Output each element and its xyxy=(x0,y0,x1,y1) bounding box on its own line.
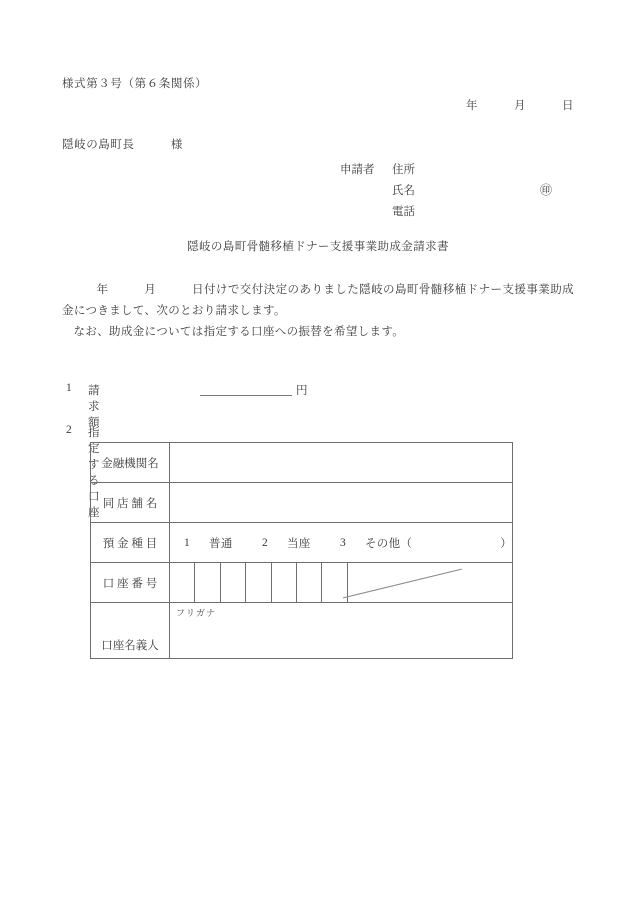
deposit-option-2-label[interactable]: 当座 xyxy=(287,537,311,550)
deposit-option-1-number[interactable]: 1 xyxy=(184,536,191,549)
row-label-deposit-type: 預 金 種 目 xyxy=(91,523,170,563)
applicant-block xyxy=(340,161,553,224)
deposit-option-3-label[interactable]: その他 xyxy=(364,537,401,550)
seal-stamp-icon: ㊞ xyxy=(540,183,553,197)
applicant-row-address xyxy=(340,161,415,182)
applicant-address-label: 住所 xyxy=(392,164,415,176)
applicant-name-label: 氏名 xyxy=(392,185,415,197)
branch-name-input[interactable] xyxy=(170,483,513,523)
table-row-deposit-type xyxy=(91,523,513,563)
bank-name-input[interactable] xyxy=(170,443,513,483)
account-number-digit-1[interactable] xyxy=(170,563,195,602)
table-row-bank-name xyxy=(91,443,513,483)
deposit-option-1-label[interactable]: 普通 xyxy=(209,537,233,550)
applicant-heading: 申請者 xyxy=(340,164,375,176)
body-text xyxy=(62,280,574,343)
account-number-digit-4[interactable] xyxy=(246,563,271,602)
item-1-number: 1 xyxy=(66,382,72,394)
row-label-branch-name: 同 店 舗 名 xyxy=(91,483,170,523)
account-number-digit-6[interactable] xyxy=(297,563,322,602)
item-2-label: 指定する口座 xyxy=(88,427,100,519)
deposit-other-paren-open: （ xyxy=(400,537,413,550)
item-1-label: 請 求 額 xyxy=(88,385,121,429)
account-holder-cell[interactable] xyxy=(170,603,513,659)
deposit-option-3-number[interactable]: 3 xyxy=(339,536,346,549)
account-number-cell xyxy=(170,563,513,603)
row-label-account-holder-cell xyxy=(91,603,170,659)
page-title-text: 隠岐の島町骨髄移植ドナー支援事業助成金請求書 xyxy=(187,241,449,253)
furigana-label: フリガナ xyxy=(176,608,217,618)
page-title xyxy=(0,238,630,254)
deposit-other-paren-close: ） xyxy=(500,537,512,550)
table-row-branch-name xyxy=(91,483,513,523)
table-row-account-number xyxy=(91,563,513,603)
account-number-strike-line xyxy=(341,563,512,602)
deposit-type-cell xyxy=(170,523,513,563)
account-number-digit-3[interactable] xyxy=(221,563,246,602)
claim-amount-unit: 円 xyxy=(296,385,308,397)
deposit-option-2-number[interactable]: 2 xyxy=(261,536,269,549)
applicant-row-phone xyxy=(340,203,415,224)
item-2-number: 2 xyxy=(66,424,72,436)
applicant-phone-label: 電話 xyxy=(392,206,415,218)
body-paragraph-2: なお、助成金については指定する口座への振替を希望します。 xyxy=(73,326,405,338)
account-table xyxy=(90,442,513,659)
body-paragraph-1: 年 月 日付けで交付決定のありました隠岐の島町骨髄移植ドナー支援事業助成金につきまして、次のとおり請求します。 xyxy=(62,284,574,317)
account-number-digit-2[interactable] xyxy=(195,563,220,602)
row-label-account-holder: 口座名義人 xyxy=(101,640,159,652)
applicant-row-name xyxy=(340,182,553,203)
claim-amount-input[interactable] xyxy=(200,395,292,396)
account-number-digit-5[interactable] xyxy=(272,563,297,602)
form-number: 様式第３号（第６条関係） xyxy=(62,78,208,90)
deposit-type-options xyxy=(170,535,512,551)
addressee-line: 隠岐の島町長 様 xyxy=(62,139,183,151)
account-number-digit-grid xyxy=(170,563,348,602)
row-label-account-number: 口 座 番 号 xyxy=(91,563,170,603)
date-line: 年 月 日 xyxy=(466,100,574,112)
row-label-bank-name: 金融機関名 xyxy=(91,443,170,483)
table-row-account-holder xyxy=(91,603,513,659)
